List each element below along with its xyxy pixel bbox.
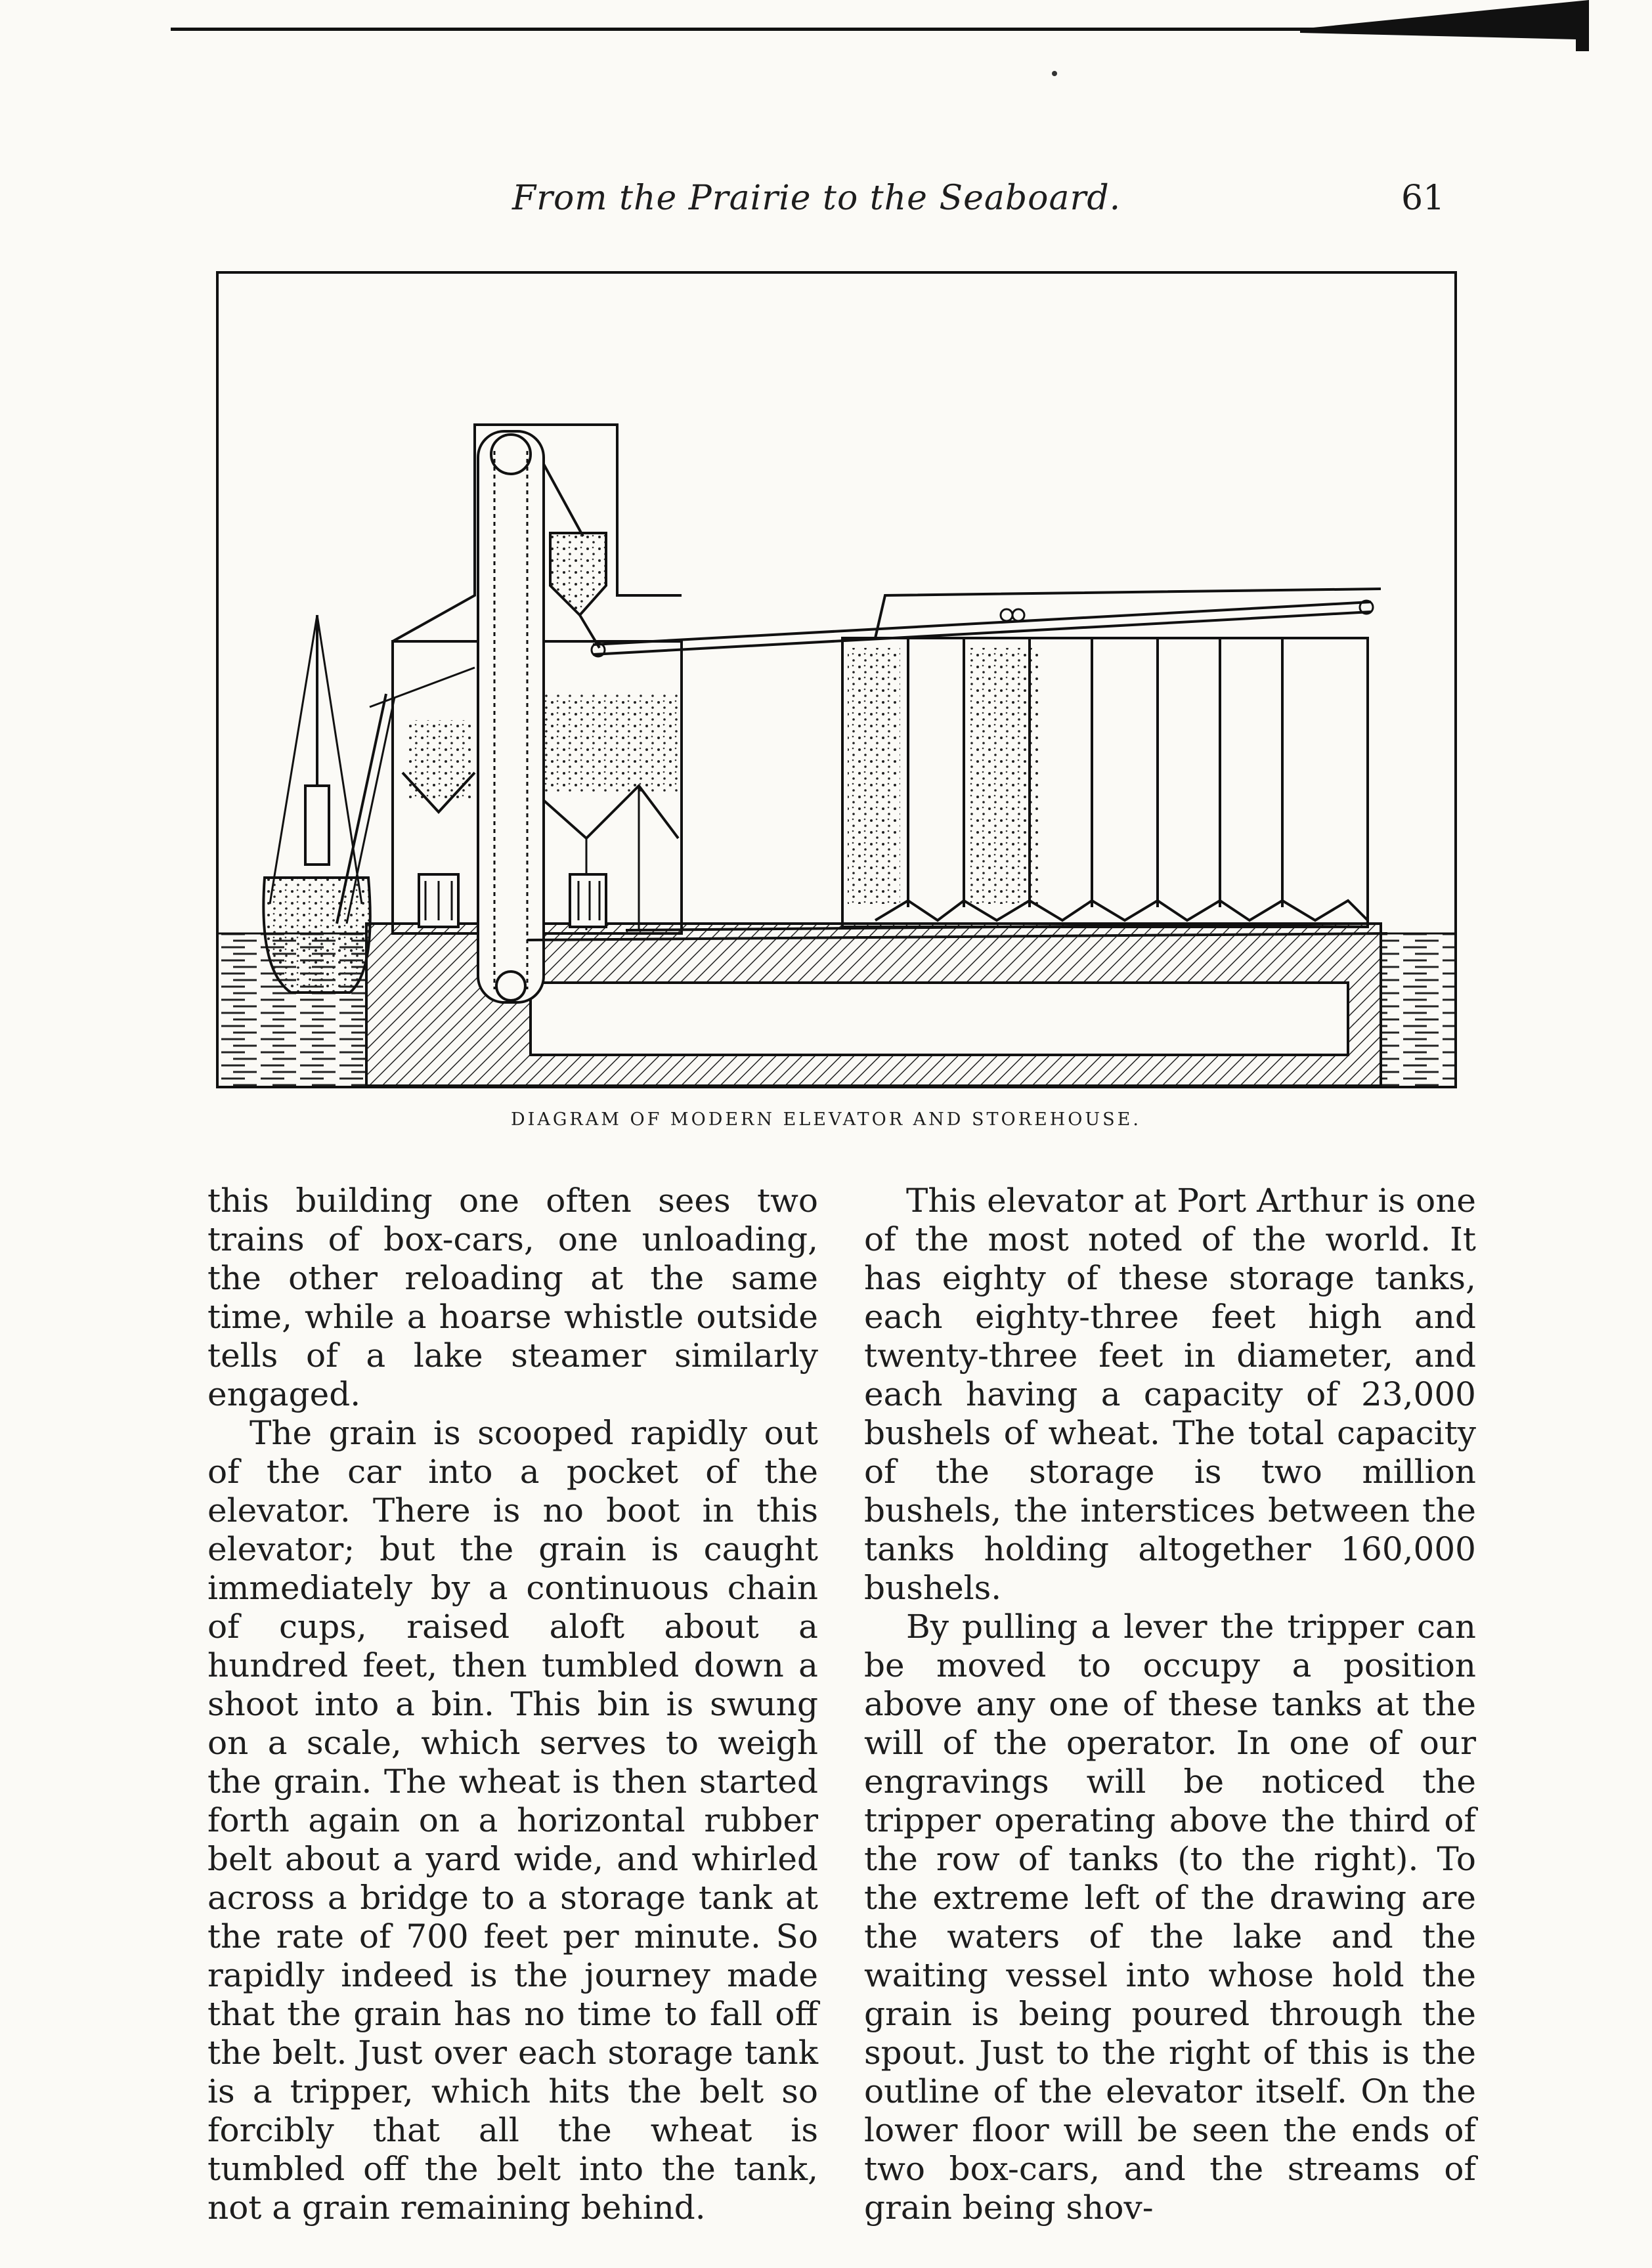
page-number: 61 <box>1401 179 1445 218</box>
running-head: From the Prairie to the Seaboard. <box>512 179 1121 218</box>
elevator-building <box>370 425 682 1002</box>
elevator-leg <box>478 431 544 1002</box>
tripper <box>1001 609 1012 621</box>
ink-speck <box>1052 71 1057 76</box>
left-paragraph-2: The grain is scooped rapidly out of the car into a pocket of the elevator. There is no boot in this elevator; but the grain is caught immediately by a continuous chain of cups, raised aloft about a hundred feet, then tumbled down a shoot into a bin. This bin is swung on a scale, which serves to weigh the grain. The wheat is then started forth again on a horizontal rubber belt about a yard wide, and whirled across a bridge to a storage tank at the rate of 700 feet per minute. So rapidly indeed is the journey made that the grain has no time to fall off the belt. Just over each storage tank is a tripper, which hits the belt so forcibly that all the wheat is tumbled off the belt into the tank, not a grain remaining behind. <box>207 1414 818 2227</box>
left-paragraph-1: this building one often sees two trains of box-cars, one unloading, the other reloading at the same time, while a hoarse whistle outside tells of a lake steamer similarly engaged. <box>207 1182 818 1413</box>
right-column <box>864 1182 1476 2227</box>
left-column <box>207 1182 818 2227</box>
elevator-diagram-illustration <box>219 274 1454 1086</box>
box-car-right <box>570 874 606 927</box>
conveyor-bridge <box>592 589 1381 656</box>
right-paragraph-1: This elevator at Port Arthur is one of the most noted of the world. It has eighty of these storage tanks, each eighty-three feet high and twenty-three feet in diameter, and each having a capacity of 23,000 bushels of wheat. The total capacity of the storage is two million bushels, the interstices between the tanks holding altogether 160,000 bushels. <box>864 1182 1476 1607</box>
scale-bin <box>550 533 606 615</box>
elevator-diagram-figure <box>216 271 1457 1088</box>
lake-water-right <box>1381 933 1454 1086</box>
right-paragraph-2: By pulling a lever the tripper can be moved to occupy a position above any one of these tanks at the will of the operator. In one of our engravings will be noticed the tripper operating above the third of the row of tanks (to the right). To the extreme left of the drawing are the waters of the lake and the waiting vessel into whose hold the grain is being poured through the spout. Just to the right of this is the outline of the elevator itself. On the lower floor will be seen the ends of two box-cars, and the streams of grain being shov- <box>864 1608 1476 2227</box>
figure-caption: DIAGRAM OF MODERN ELEVATOR AND STOREHOUSE. <box>511 1109 1141 1130</box>
top-rule-ink-smear <box>1300 0 1589 51</box>
